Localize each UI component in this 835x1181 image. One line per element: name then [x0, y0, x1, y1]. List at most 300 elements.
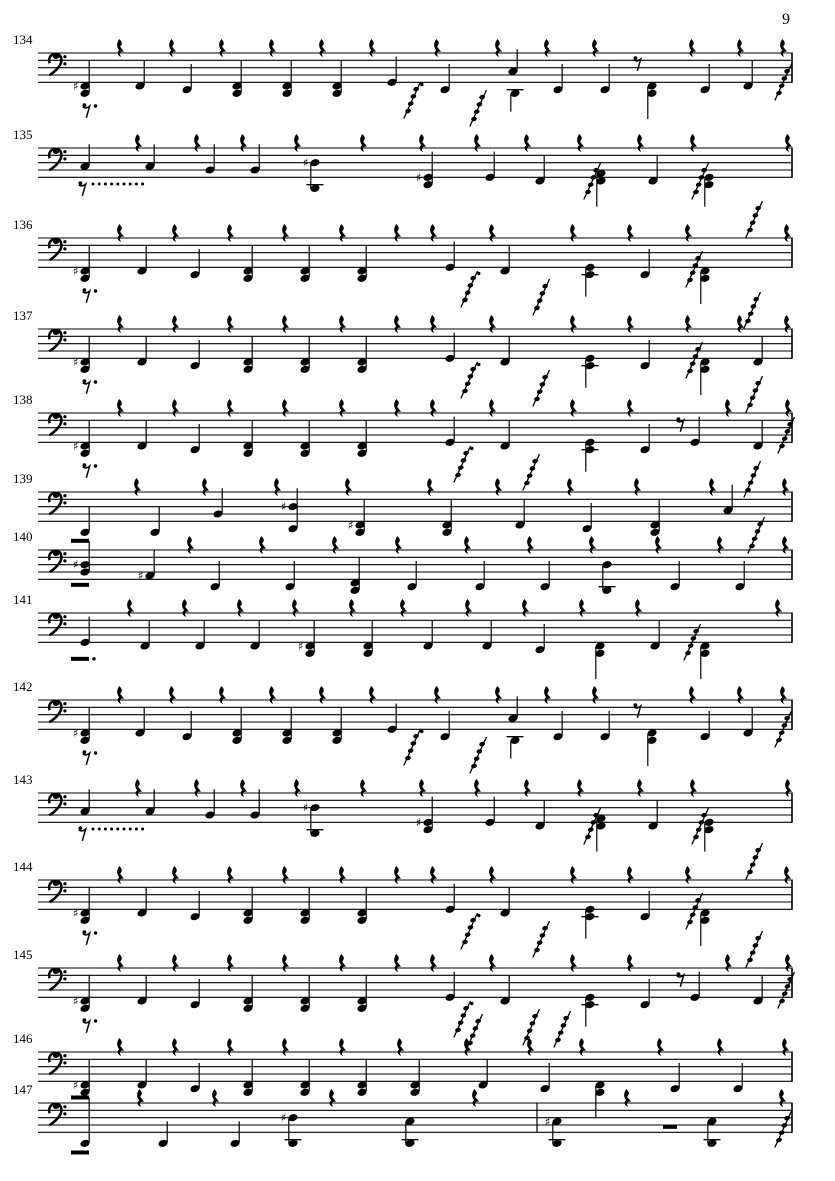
eighth-rest-icon	[79, 181, 86, 196]
clef-dot	[63, 157, 66, 160]
quarter-rest-icon	[624, 1089, 631, 1107]
chord	[281, 707, 292, 745]
note	[669, 561, 680, 591]
note	[284, 561, 295, 591]
quarter-rest-icon	[282, 315, 289, 333]
quarter-rest-icon	[117, 224, 124, 242]
eighth-rest-dot-head	[83, 288, 87, 292]
note	[507, 736, 524, 759]
grace-slash	[746, 376, 763, 413]
quarter-rest-icon	[737, 315, 744, 333]
chord	[703, 818, 714, 852]
quarter-rest-icon	[319, 39, 326, 57]
quarter-rest-icon	[430, 224, 437, 242]
grace-run	[686, 893, 703, 930]
quarter-rest-icon	[172, 954, 179, 972]
quarter-rest-icon	[465, 599, 472, 617]
quarter-rest-icon	[369, 686, 376, 704]
chord	[299, 245, 310, 283]
grace-run	[461, 271, 481, 308]
quarter-rest-icon	[360, 134, 367, 152]
quarter-rest-icon	[725, 399, 732, 417]
chord	[242, 245, 253, 283]
clef-dot	[63, 1105, 66, 1108]
grace-run	[554, 1011, 571, 1048]
chord	[409, 1059, 420, 1097]
augmentation-dot	[94, 464, 97, 467]
note	[639, 249, 650, 279]
quarter-rest-icon	[332, 536, 339, 554]
grace-run	[470, 737, 487, 774]
rest-block	[71, 657, 89, 661]
quarter-rest-icon	[472, 1089, 479, 1107]
eighth-rest-dot-head	[79, 826, 83, 830]
augmentation-dot	[94, 751, 97, 754]
quarter-rest-icon	[360, 779, 367, 797]
quarter-rest-icon	[430, 866, 437, 884]
trail-dot	[116, 828, 119, 831]
note	[439, 711, 450, 741]
quarter-rest-icon	[637, 134, 644, 152]
note	[189, 340, 200, 370]
quarter-rest-icon	[784, 315, 791, 333]
eighth-rest-icon	[677, 972, 684, 987]
quarter-rest-icon	[434, 39, 441, 57]
system-147	[13, 1082, 792, 1154]
quarter-rest-icon	[785, 399, 792, 417]
quarter-rest-icon	[187, 536, 194, 554]
eighth-rest-dot-head	[83, 463, 87, 467]
quarter-rest-icon	[690, 779, 697, 797]
note	[212, 488, 223, 518]
note	[181, 711, 192, 741]
grace-run	[686, 251, 703, 288]
sharp-icon: ♯	[297, 638, 304, 653]
chord	[242, 887, 253, 925]
quarter-rest-icon	[635, 599, 642, 617]
note	[386, 704, 397, 734]
grace-slash	[466, 1014, 483, 1051]
note	[209, 561, 220, 591]
quarter-rest-icon	[117, 954, 124, 972]
eighth-rest-tail	[83, 382, 90, 394]
eighth-rest-dot-head	[677, 417, 681, 421]
grace-run	[470, 90, 487, 127]
chord	[699, 357, 710, 395]
eighth-rest-icon	[83, 379, 90, 394]
sharp-icon: ♯	[72, 905, 79, 920]
quarter-rest-icon	[282, 1038, 289, 1056]
quarter-rest-icon	[434, 686, 441, 704]
quarter-rest-icon	[780, 686, 787, 704]
quarter-rest-icon	[655, 536, 662, 554]
augmentation-dot	[470, 1002, 473, 1005]
quarter-rest-icon	[474, 779, 481, 797]
note	[699, 711, 710, 741]
note	[189, 1063, 200, 1093]
augmentation-dot	[420, 83, 423, 86]
quarter-rest-icon	[227, 1038, 234, 1056]
measure-number: 144	[13, 859, 33, 874]
augmentation-dot	[94, 289, 97, 292]
bass-clef-icon	[49, 792, 66, 815]
quarter-rest-icon	[527, 1038, 534, 1056]
bass-clef-icon	[49, 328, 66, 351]
grace-slash	[775, 1111, 792, 1148]
quarter-rest-icon	[689, 686, 696, 704]
clef-dot	[63, 552, 66, 555]
eighth-rest-tail	[634, 706, 641, 718]
quarter-rest-icon	[489, 224, 496, 242]
eighth-rest-tail	[79, 829, 86, 841]
grace-slash	[533, 370, 550, 407]
eighth-rest-tail	[677, 420, 684, 432]
clef-dot	[63, 889, 66, 892]
eighth-rest-tail	[83, 1021, 90, 1033]
eighth-rest-dot-head	[83, 379, 87, 383]
measure-number: 140	[13, 529, 33, 544]
quarter-rest-icon	[137, 1089, 144, 1107]
note	[444, 242, 455, 272]
eighth-rest-dot-head	[83, 750, 87, 754]
clef-dot	[63, 240, 66, 243]
system-142	[13, 679, 792, 774]
augmentation-dot	[94, 380, 97, 383]
quarter-rest-icon	[489, 399, 496, 417]
grace-run	[692, 163, 709, 200]
grace-slash	[461, 913, 478, 950]
sharp-icon: ♯	[72, 354, 79, 369]
quarter-rest-icon	[227, 224, 234, 242]
eighth-rest-tail	[83, 106, 90, 118]
eighth-rest-icon	[83, 288, 90, 303]
grace-slash	[692, 163, 709, 200]
quarter-rest-icon	[117, 866, 124, 884]
quarter-rest-icon	[782, 536, 789, 554]
augmentation-dot	[92, 657, 95, 660]
eighth-rest-dot-head	[634, 56, 638, 60]
sharp-icon: ♯	[72, 557, 79, 572]
quarter-rest-icon	[784, 224, 791, 242]
grace-slash	[686, 342, 703, 379]
quarter-rest-icon	[717, 536, 724, 554]
chord	[73, 1059, 91, 1097]
trail-dot	[110, 183, 113, 186]
measure-number: 139	[13, 471, 33, 486]
chord	[242, 975, 253, 1013]
note	[189, 891, 200, 921]
trail-dot	[104, 183, 107, 186]
grace-slash	[554, 1011, 571, 1048]
chord	[303, 156, 324, 193]
quarter-rest-icon	[775, 599, 782, 617]
augmentation-dot	[477, 914, 480, 917]
quarter-rest-icon	[785, 954, 792, 972]
trail-dot	[123, 183, 126, 186]
grace-slash	[404, 82, 421, 119]
quarter-rest-icon	[394, 224, 401, 242]
note	[639, 424, 650, 454]
eighth-rest-icon	[83, 750, 90, 765]
clef-dot	[63, 882, 66, 885]
quarter-rest-icon	[782, 478, 789, 496]
trail-dot	[110, 828, 113, 831]
quarter-rest-icon	[577, 134, 584, 152]
rest-block	[71, 1150, 89, 1154]
chord	[349, 557, 360, 595]
grace-slash	[746, 201, 763, 238]
quarter-rest-icon	[227, 399, 234, 417]
quarter-rest-icon	[282, 224, 289, 242]
eighth-rest-tail	[79, 184, 86, 196]
sharp-icon: ♯	[415, 170, 422, 185]
chord	[646, 81, 657, 119]
quarter-rest-icon	[784, 866, 791, 884]
clef-dot	[63, 331, 66, 334]
eighth-rest-tail	[634, 59, 641, 71]
system-145	[13, 931, 795, 1046]
note	[79, 617, 90, 647]
quarter-rest-icon	[117, 39, 124, 57]
chord	[73, 887, 91, 925]
quarter-rest-icon	[259, 536, 266, 554]
note	[484, 797, 495, 827]
chord	[703, 173, 714, 207]
quarter-rest-icon	[172, 224, 179, 242]
quarter-rest-icon	[169, 686, 176, 704]
grace-run	[746, 376, 763, 413]
grace-run	[533, 370, 550, 407]
note	[732, 1063, 743, 1093]
note	[689, 417, 700, 447]
eighth-rest-icon	[83, 1018, 90, 1033]
bass-clef-icon	[49, 491, 66, 514]
eighth-rest-dot-head	[83, 1018, 87, 1022]
bass-clef-icon	[49, 612, 66, 635]
chord	[299, 975, 310, 1013]
grace-run	[748, 517, 765, 554]
quarter-rest-icon	[294, 779, 301, 797]
quarter-rest-icon	[419, 134, 426, 152]
quarter-rest-icon	[627, 399, 634, 417]
quarter-rest-icon	[237, 599, 244, 617]
bass-clef-icon	[49, 1102, 66, 1125]
note	[734, 561, 745, 591]
quarter-rest-icon	[489, 954, 496, 972]
quarter-rest-icon	[269, 686, 276, 704]
quarter-rest-icon	[685, 866, 692, 884]
quarter-rest-icon	[489, 315, 496, 333]
sharp-icon: ♯	[302, 800, 309, 815]
note	[689, 972, 700, 1002]
eighth-rest-icon	[83, 103, 90, 118]
sharp-icon: ♯	[72, 438, 79, 453]
eighth-rest-tail	[83, 753, 90, 765]
quarter-rest-icon	[544, 39, 551, 57]
sharp-icon: ♯	[137, 568, 144, 583]
trail-dot	[104, 828, 107, 831]
quarter-rest-icon	[627, 315, 634, 333]
quarter-rest-icon	[627, 224, 634, 242]
chord	[599, 560, 616, 595]
quarter-rest-icon	[579, 599, 586, 617]
quarter-rest-icon	[172, 1038, 179, 1056]
quarter-rest-icon	[135, 134, 142, 152]
sharp-icon: ♯	[544, 1114, 551, 1129]
grace-run	[746, 931, 763, 968]
system-137	[13, 292, 792, 407]
quarter-rest-icon	[779, 1089, 786, 1107]
quarter-rest-icon	[169, 39, 176, 57]
quarter-rest-icon	[524, 134, 531, 152]
note	[539, 1063, 550, 1093]
system-134	[13, 32, 792, 127]
measure-number: 146	[13, 1031, 33, 1046]
note	[439, 64, 450, 94]
quarter-rest-icon	[570, 224, 577, 242]
grace-run	[466, 1014, 483, 1051]
quarter-rest-icon	[427, 478, 434, 496]
augmentation-dot	[477, 363, 480, 366]
quarter-rest-icon	[430, 399, 437, 417]
quarter-rest-icon	[172, 399, 179, 417]
quarter-rest-icon	[474, 134, 481, 152]
quarter-rest-icon	[329, 1089, 336, 1107]
trail-dot	[135, 828, 138, 831]
grace-slash	[523, 1009, 540, 1046]
augmentation-dot	[477, 272, 480, 275]
sharp-icon: ♯	[72, 78, 79, 93]
chord	[73, 420, 91, 458]
system-138	[13, 376, 795, 491]
quarter-rest-icon	[339, 224, 346, 242]
eighth-rest-dot-head	[83, 103, 87, 107]
trail-dot	[123, 828, 126, 831]
clef-dot	[63, 1112, 66, 1115]
quarter-rest-icon	[282, 866, 289, 884]
grace-slash	[454, 446, 471, 483]
chord	[299, 336, 310, 374]
chord	[441, 499, 452, 537]
chord	[331, 60, 342, 98]
eighth-rest-icon	[79, 826, 86, 841]
bass-clef-icon	[49, 699, 66, 722]
quarter-rest-icon	[339, 866, 346, 884]
quarter-rest-icon	[117, 686, 124, 704]
rest-block	[71, 539, 89, 543]
quarter-rest-icon	[172, 866, 179, 884]
note	[189, 979, 200, 1009]
grace-slash	[692, 808, 709, 845]
clef-dot	[63, 415, 66, 418]
quarter-rest-icon	[567, 478, 574, 496]
eighth-rest-tail	[83, 291, 90, 303]
measure-number: 145	[13, 947, 33, 962]
quarter-rest-icon	[394, 954, 401, 972]
chord	[545, 1114, 566, 1148]
bass-clef-icon	[49, 549, 66, 572]
grace-run	[523, 1009, 540, 1046]
chord	[231, 60, 242, 98]
chord	[281, 1111, 302, 1148]
quarter-rest-icon	[369, 39, 376, 57]
augmentation-dot	[94, 104, 97, 107]
note	[474, 561, 485, 591]
chord	[303, 801, 324, 838]
clef-dot	[63, 622, 66, 625]
chord	[595, 814, 606, 852]
grace-slash	[744, 292, 761, 329]
note	[204, 144, 215, 174]
grace-slash	[523, 454, 540, 491]
quarter-rest-icon	[782, 1038, 789, 1056]
quarter-rest-icon	[394, 866, 401, 884]
clef-dot	[63, 1054, 66, 1057]
trail-dot	[129, 183, 132, 186]
quarter-rest-icon	[570, 866, 577, 884]
quarter-rest-icon	[394, 399, 401, 417]
clef-dot	[63, 795, 66, 798]
eighth-rest-tail	[677, 975, 684, 987]
grace-slash	[748, 517, 765, 554]
chord	[73, 60, 91, 98]
quarter-rest-icon	[202, 478, 209, 496]
quarter-rest-icon	[489, 866, 496, 884]
quarter-rest-icon	[527, 536, 534, 554]
trail-dot	[141, 828, 144, 831]
rest-block	[71, 1096, 89, 1100]
note	[79, 1098, 90, 1149]
bass-clef-icon	[49, 879, 66, 902]
quarter-rest-icon	[394, 315, 401, 333]
note	[534, 624, 545, 654]
note	[639, 891, 650, 921]
chord	[356, 1059, 367, 1097]
system-146	[13, 1011, 792, 1118]
note	[444, 972, 455, 1002]
augmentation-dot	[94, 1019, 97, 1022]
chord	[594, 1080, 605, 1118]
bass-clef-icon	[49, 147, 66, 170]
eighth-rest-tail	[83, 466, 90, 478]
grace-slash	[533, 279, 550, 316]
chord	[356, 887, 367, 925]
clef-dot	[63, 338, 66, 341]
augmentation-dot	[420, 730, 423, 733]
chord	[699, 266, 710, 304]
quarter-rest-icon	[117, 399, 124, 417]
grace-run	[744, 292, 761, 329]
grace-run	[454, 446, 474, 483]
note	[699, 64, 710, 94]
trail-dot	[135, 183, 138, 186]
quarter-rest-icon	[495, 39, 502, 57]
sharp-icon: ♯	[72, 725, 79, 740]
trail-dot	[141, 183, 144, 186]
system-139	[13, 461, 792, 537]
measure-number: 135	[13, 127, 33, 142]
quarter-rest-icon	[219, 686, 226, 704]
quarter-rest-icon	[690, 134, 697, 152]
quarter-rest-icon	[689, 39, 696, 57]
chord	[299, 1059, 310, 1097]
note	[599, 711, 610, 741]
grace-run	[775, 1111, 792, 1148]
quarter-rest-icon	[737, 39, 744, 57]
grace-run	[404, 82, 424, 119]
quarter-rest-icon	[397, 1038, 404, 1056]
grace-run	[404, 729, 424, 766]
